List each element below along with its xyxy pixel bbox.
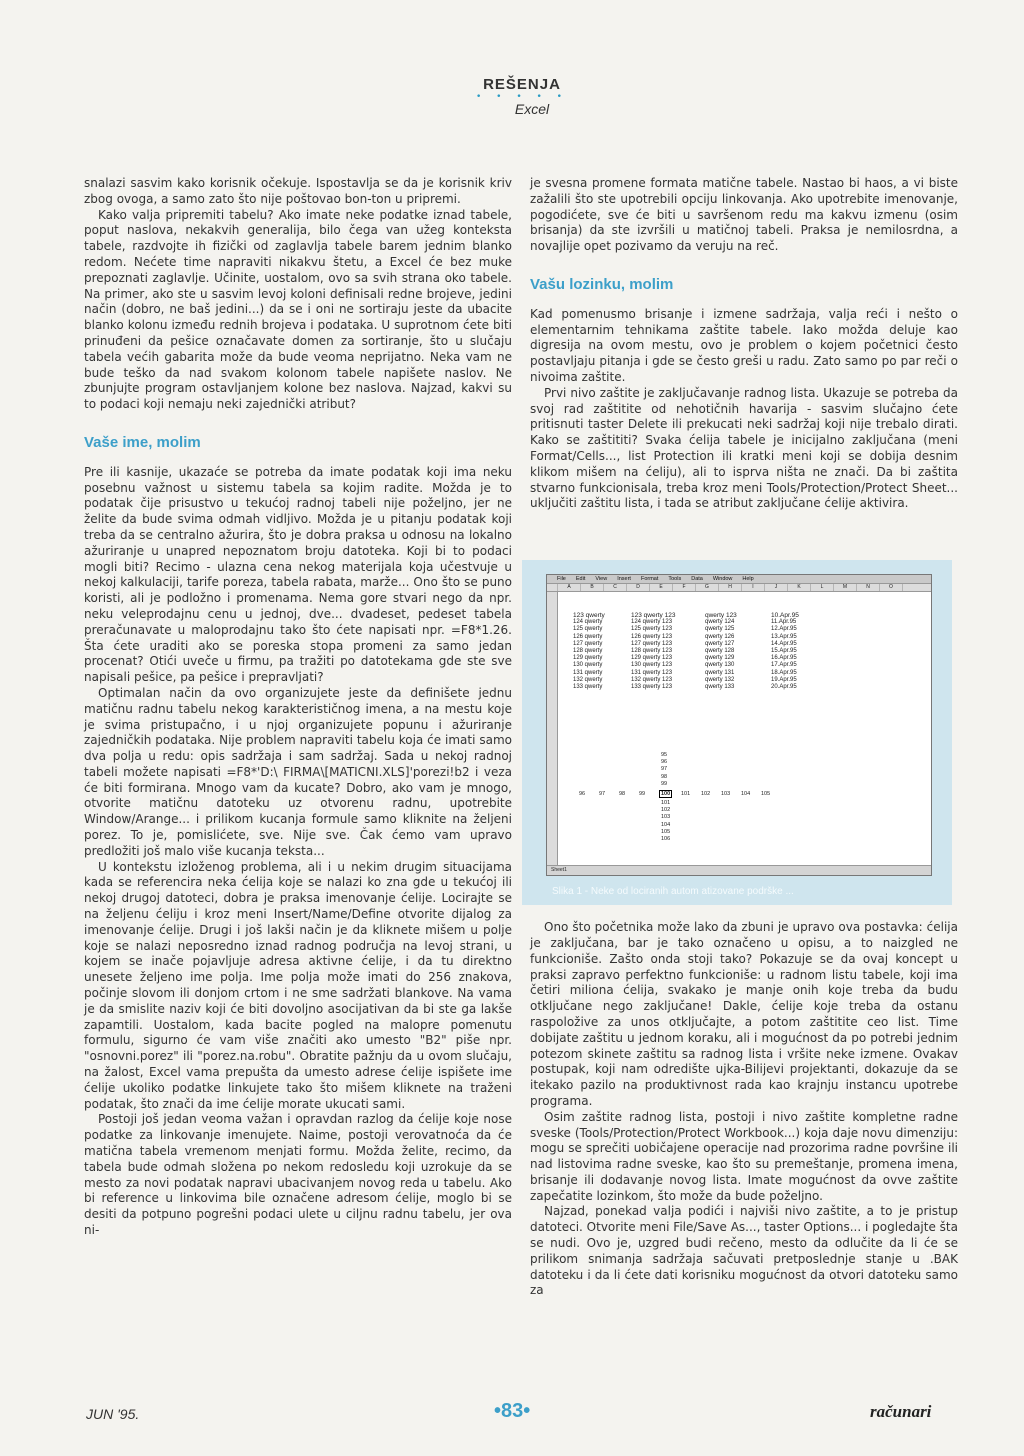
table-cell: 13.Apr.95 xyxy=(771,633,797,640)
table-cell: qwerty 124 xyxy=(705,619,735,626)
table-cell: qwerty 132 xyxy=(705,676,735,683)
excel-column-header: M xyxy=(834,584,857,591)
table-cell: 128 qwerty xyxy=(573,648,603,654)
number-cell: 102 xyxy=(701,791,711,797)
number-cell: 100 xyxy=(661,791,671,797)
table-cell: 125 qwerty 123 xyxy=(631,626,673,633)
excel-cells xyxy=(557,592,931,865)
table-row xyxy=(573,634,821,641)
excel-column-header: H xyxy=(719,584,742,591)
table-row xyxy=(573,619,821,626)
excel-menu-item: Tools xyxy=(668,576,682,582)
table-cell: 15.Apr.95 xyxy=(771,648,797,654)
table-cell: qwerty 133 xyxy=(705,684,735,690)
paragraph: Kad pomenusmo brisanje i izmene sadržaja, valja reći i nešto o elementarnim tehnikama zaštite tabele. Iako možda deluje kao digresija na ovom mestu, ovo je problem o kojem početnici često postavljaju pitanja i gde se često greši u radu. Zato samo po par reči o nivoima zaštite. xyxy=(530,306,958,384)
excel-grid xyxy=(547,592,931,865)
table-cell: 131 qwerty 123 xyxy=(631,669,673,676)
page-number: •83• xyxy=(494,1400,531,1422)
figure xyxy=(522,560,952,905)
excel-menu-bar xyxy=(547,575,931,584)
excel-column-header: F xyxy=(673,584,696,591)
number-cell: 104 xyxy=(741,791,751,797)
table-cell: 14.Apr.95 xyxy=(771,640,797,647)
table-cell: 16.Apr.95 xyxy=(771,655,797,662)
table-cell: 18.Apr.95 xyxy=(771,669,797,676)
table-cell: 132 qwerty xyxy=(573,676,603,683)
excel-column-header: J xyxy=(765,584,788,591)
table-cell: qwerty 130 xyxy=(705,662,735,669)
table-cell: 124 qwerty xyxy=(573,619,603,626)
excel-screenshot xyxy=(546,574,932,876)
excel-menu-item: Edit xyxy=(575,576,586,582)
number-cell: 103 xyxy=(661,814,671,821)
number-cell: 103 xyxy=(721,791,731,797)
table-cell: 10.Apr.95 xyxy=(771,612,799,619)
table-cell: qwerty 123 xyxy=(705,612,737,619)
table-row xyxy=(573,648,821,655)
table-cell: 126 qwerty xyxy=(573,633,603,640)
paragraph: Prvi nivo zaštite je zaključavanje radnog lista. Ukazuje se potreba da svoj rad zaštitite od nehotičnih havarija - sasvim slučajno ćete pritisnuti taster Delete ili prekucati neki sadržaj koji nije trebalo dirati. Kako se zaštititi? Svaka ćelija tabele je inicijalno zaključana (meni Format/Cells..., list Protection ili kratki meni koji se dobija desnim klikom mišem na ćeliju), ali to isprva ništa ne znači. Da bi zaštita stvarno funkcionisala, treba kroz meni Tools/Protection/Protect Sheet... uključiti zaštitu lista, i tada se atribut zaključane ćelije aktivira. xyxy=(530,385,958,511)
excel-column-header: D xyxy=(627,584,650,591)
table-cell: 125 qwerty xyxy=(573,626,603,633)
paragraph: U kontekstu izloženog problema, ali i u nekim drugim situacijama kada se referencira neka ćelija koje se nalazi ko zna gde u tekućoj ili nekoj drugoj datoteci, dobra je praksa imenovanje ćelije. Locirajte se na željenu ćeliju i kroz meni Insert/Name/Define otvorite dijalog za imenovanje ćelije. Drugi i još lakši način je da kliknete mišem u polje koje se nalazi neposredno iznad radnog područja na levoj strani, u kojem se inače pojavljuje adresa aktivne ćelije, i da tu direktno unesete željeno ime polja. Ime polja može imati do 256 znakova, počinje slovom ili donjom crtom i ne sme sadržati blankove. Na vama je da smislite naziv koji će biti dovoljno asocijativan da bi ste ga lakše zapamtili. Uostalom, kada bacite pogled na malopre pomenutu formulu, sigurno će vam više značiti ako umesto "B2" piše npr. "osnovni.porez" ili "porez.na.robu". Obratite pažnju da u ovom slučaju, na žalost, Excel vama prepušta da umesto adrese ćelije ispišete ime ćelije ukoliko podatke linkujete tako što mišem kliknete na traženi podatak, što znači da ime ćelije morate ukucati sami. xyxy=(84,859,512,1111)
excel-menu-item: Help xyxy=(742,576,754,582)
section-dots: • • • • • xyxy=(476,92,568,102)
number-cell: 105 xyxy=(661,828,671,835)
excel-menu-item: View xyxy=(595,576,608,582)
sheet-tab: Sheet1 xyxy=(551,867,567,873)
table-row xyxy=(573,677,821,684)
number-cell: 104 xyxy=(661,821,671,828)
excel-corner xyxy=(547,584,558,591)
number-cell: 101 xyxy=(681,791,691,797)
paragraph: Osim zaštite radnog lista, postoji i nivo zaštite kompletne radne sveske (Tools/Protection/Protect Workbook...) koja daje novu dimenziju: mogu se sprečiti uobičajene operacije nad prozorima radne površine ili nad listovima radne sveske, kao što su premeštanje, promena imena, brisanje ili dodavanje novog lista. Imate mogućnost da ovve zaštite zapečatite lozinkom, što može da bude poželjno. xyxy=(530,1109,958,1203)
excel-column-header: B xyxy=(581,584,604,591)
table-cell: 124 qwerty 123 xyxy=(631,619,673,626)
paragraph: Kako valja pripremiti tabelu? Ako imate neke podatke iznad tabele, poput naslova, nekakvih generalija, bilo čega van užeg konteksta tabele, razdvojte ih fizički od zaglavlja tabele barem jednim blanko redom. Nećete time napraviti nikakvu štetu, a Excel će bez muke prepoznati zaglavlje. Učinite, uostalom, ovo sa svih strana oko tabele. Na primer, ako ste u sasvim levoj koloni definisali redne brojeve, jedini način (dobro, ne baš jedini...) da se i oni ne sortiraju jeste da ubacite blanko kolonu između rednih brojeva i podataka. U suprotnom ćete biti prinuđeni da pešice označavate domen za sortiranje, što u slučaju tabela većih gabarita može da bude veoma neprijatno. Neka vam ne bude teško da nad svakom kolonom tabele napišete naslov. Ne zbunjujte program ostavljanjem kolone bez naslova. Najzad, kakvi su to podaci koji nemaju neki zajednički atribut? xyxy=(84,207,512,412)
excel-menu-item: File xyxy=(557,576,566,582)
excel-column-header: O xyxy=(880,584,903,591)
paragraph: Postoji još jedan veoma važan i opravdan razlog da ćelije koje nose podatke za linkovanje imenujete. Naime, postoji verovatnoća da će matična tabela vremenom menjati formu. Možda želite, recimo, da tabela bude odmah složena po nekom redosledu koji uzrokuje da se mesto za novi podatak napravi ubacivanjem novog reda u tabelu. Ako bi reference u linkovima bile označene adresom ćelije, moglo bi se desiti da potpuno pogrešni podaci ulete u ciljnu radnu tabelu, jer ova ni- xyxy=(84,1112,512,1237)
excel-column-header: A xyxy=(558,584,581,591)
page-header xyxy=(0,76,1024,117)
table-cell: 132 qwerty 123 xyxy=(631,676,673,683)
table-cell: 123 qwerty 123 xyxy=(631,612,676,619)
table-row xyxy=(573,641,821,648)
number-cell: 99 xyxy=(639,791,646,797)
excel-column-header: G xyxy=(696,584,719,591)
number-cell: 96 xyxy=(661,759,668,766)
number-cell: 95 xyxy=(661,752,668,758)
table-cell: 130 qwerty 123 xyxy=(631,662,673,669)
excel-column-header: I xyxy=(742,584,765,591)
number-cell: 105 xyxy=(761,791,771,797)
paragraph: Ono što početnika može lako da zbuni je upravo ova postavka: ćelija je zaključana, bar je tako označeno u opisu, a to naizgled ne funkcioniše. Zašto onda stoji tako? Pokazuje se da ovaj koncept u praksi zapravo perfektno funkcioniše: u radnom listu tabele, koji ima četiri miliona ćelija, svakako je manje onih koje treba da budu otključane nego zaključane! Dakle, ćelije koje treba da ostanu raspoložive za unos otključajte, a potom zaštitite ceo list. Time dobijate zaštitu u jednom koraku, ali i mogućnost da po potrebi jednim potezom skinete zaštitu sa radnog lista i vršite neke izmene. Ovakav postupak, koji nam odredište ujka-Bilijevi projektanti, dokazuje da se itekako pazilo na produktivnost rada kao krajnju instancu upotrebe programa. xyxy=(530,920,958,1108)
paragraph: je svesna promene formata matične tabele. Nastao bi haos, a vi biste zažalili što ste upotrebili opciju linkovanja. Ako upotrebite imenovanje, pogodićete, sve će biti u savršenom redu ma kakvu izmenu (osim brisanja) da ste izvršili u matičnoj tabeli. Praksa je nemilosrdna, a novajlije opet pozivamo da veruju na reč. xyxy=(530,176,958,254)
table-cell: 123 qwerty xyxy=(573,612,605,619)
number-cell: 97 xyxy=(599,791,606,797)
table-cell: 130 qwerty xyxy=(573,662,603,669)
paragraph: Pre ili kasnije, ukazaće se potreba da imate podatak koji ima neku posebnu važnost u sistemu tabela sa kojim radite. Možda je to podatak čije prisustvo u tekućoj radnoj tabeli nije poželjno, jer ne želite da bude svima odmah vidljivo. Možda je u pitanju podatak koji treba da se centralno ažurira, što je dobra praksa u odnosu na lokalno ažuriranje u unapred nepoznatom broju datoteka. Koji bi to podaci mogli biti? Recimo - ulazna cena nekog materijala koja učestvuje u nekoj kalkulaciji, tarife poreza, tabela rabata, marže... Ono što se puno koristi, ali je podložno i promenama. Nema gore stvari nego da npr. neku veleprodajnu cenu u jednoj, dve... dvadeset, pedeset tabela preračunavate u maloprodajnu tako što ćete napisati npr. =F8*1.26. Šta ćete uraditi ako se poreska stopa promeni za samo jedan procenat? Otići uveče u firmu, pa tražiti po datotekama gde ste sve napisali pešice, pa pešice i prepravljati? xyxy=(84,464,512,685)
excel-menu-item: Window xyxy=(712,576,733,582)
number-cell: 98 xyxy=(619,791,626,797)
number-cell: 106 xyxy=(661,836,671,842)
paragraph: snalazi sasvim kako korisnik očekuje. Ispostavlja se da je korisnik kriv zbog ovoga, a samo zato što nije poštovao bon-ton u pripremi. xyxy=(84,176,512,206)
table-cell: 129 qwerty xyxy=(573,655,603,662)
excel-column-headers xyxy=(547,584,931,592)
table-cell: 17.Apr.95 xyxy=(771,662,797,669)
number-cell: 101 xyxy=(661,800,671,806)
section-title: REŠENJA xyxy=(483,76,561,93)
section-subtitle: Excel xyxy=(514,101,550,117)
figure-caption: Slika 1 - Neke od lociranih autom atizovane podrške ... xyxy=(552,886,794,897)
table-row xyxy=(573,612,821,619)
number-cell: 96 xyxy=(579,791,586,797)
magazine-logo: računari xyxy=(870,1402,932,1421)
table-row xyxy=(573,626,821,633)
paragraph: Najzad, ponekad valja podići i najviši nivo zaštite, a to je pristup datoteci. Otvorite meni File/Save As..., taster Options... i pogledajte šta se nudi. Ovo je, uzgred budi rečeno, mesto da odlučite da li će se prilikom snimanja sadržaja sačuvati pretposlednje stanje u .BAK datoteku i da li ćete dati korisniku mogućnost da otvori datoteku samo za xyxy=(530,1204,958,1298)
table-cell: qwerty 126 xyxy=(705,633,735,640)
number-cell: 99 xyxy=(661,780,668,787)
table-cell: 128 qwerty 123 xyxy=(631,648,673,654)
table-cell: qwerty 127 xyxy=(705,640,735,647)
excel-sheet-tabs xyxy=(547,865,931,875)
number-cell: 97 xyxy=(661,766,668,773)
table-cell: qwerty 129 xyxy=(705,655,735,662)
excel-menu-item: Data xyxy=(691,576,703,582)
table-cell: 127 qwerty xyxy=(573,640,603,647)
table-cell: 19.Apr.95 xyxy=(771,676,797,683)
table-row xyxy=(573,655,821,662)
table-cell: 129 qwerty 123 xyxy=(631,655,673,662)
subheading: Vaše ime, molim xyxy=(84,433,201,451)
table-cell: 20.Apr.95 xyxy=(771,684,797,690)
table-cell: 127 qwerty 123 xyxy=(631,640,673,647)
table-row xyxy=(573,670,821,677)
excel-menu-item: Insert xyxy=(617,576,631,582)
issue-date: JUN '95. xyxy=(86,1406,140,1422)
excel-column-header: K xyxy=(788,584,811,591)
table-cell: 131 qwerty xyxy=(573,669,603,676)
table-row xyxy=(573,684,821,691)
number-cell: 102 xyxy=(661,807,671,814)
table-cell: 133 qwerty xyxy=(573,684,603,690)
paragraph: Optimalan način da ovo organizujete jeste da definišete jednu matičnu radnu tabelu nekog karakterističnog imena, a na mestu koje je svima pristupačno, i u njoj organizujete popunu i ažuriranje zajedničkih podataka. Nije problem napraviti tabelu koja će imati samo dva polja u redu: opis sadržaja i sam sadržaj. Sada u nekoj radnoj tabeli možete napisati =F8*'D:\ FIRMA\[MATICNI.XLS]'porezi!b2 i veza će biti formirana. Mnogo vam da kucate? Dobro, ako vam je mnogo, otvorite matičnu datoteku uz otvorenu radnu, upotrebite Window/Arange... i prilikom kucanja formule samo kliknite na željeni porez. To je, pomislićete, sve. Nije sve. Čak ćemo vam upravo predložiti još malo više kucanja teksta... xyxy=(84,685,512,858)
subheading: Vašu lozinku, molim xyxy=(530,275,674,293)
table-row xyxy=(573,662,821,669)
excel-menu-item: Format xyxy=(640,576,659,582)
table-cell: 12.Apr.95 xyxy=(771,626,797,633)
excel-column-header: C xyxy=(604,584,627,591)
excel-column-header: N xyxy=(857,584,880,591)
number-cell: 98 xyxy=(661,773,668,780)
table-cell: 11.Apr.95 xyxy=(771,619,797,626)
excel-column-header: L xyxy=(811,584,834,591)
table-cell: qwerty 131 xyxy=(705,669,735,676)
left-column xyxy=(84,176,512,1239)
excel-column-header: E xyxy=(650,584,673,591)
table-cell: qwerty 125 xyxy=(705,626,735,633)
table-cell: 133 qwerty 123 xyxy=(631,684,673,690)
table-cell: qwerty 128 xyxy=(705,648,735,654)
table-cell: 126 qwerty 123 xyxy=(631,633,673,640)
